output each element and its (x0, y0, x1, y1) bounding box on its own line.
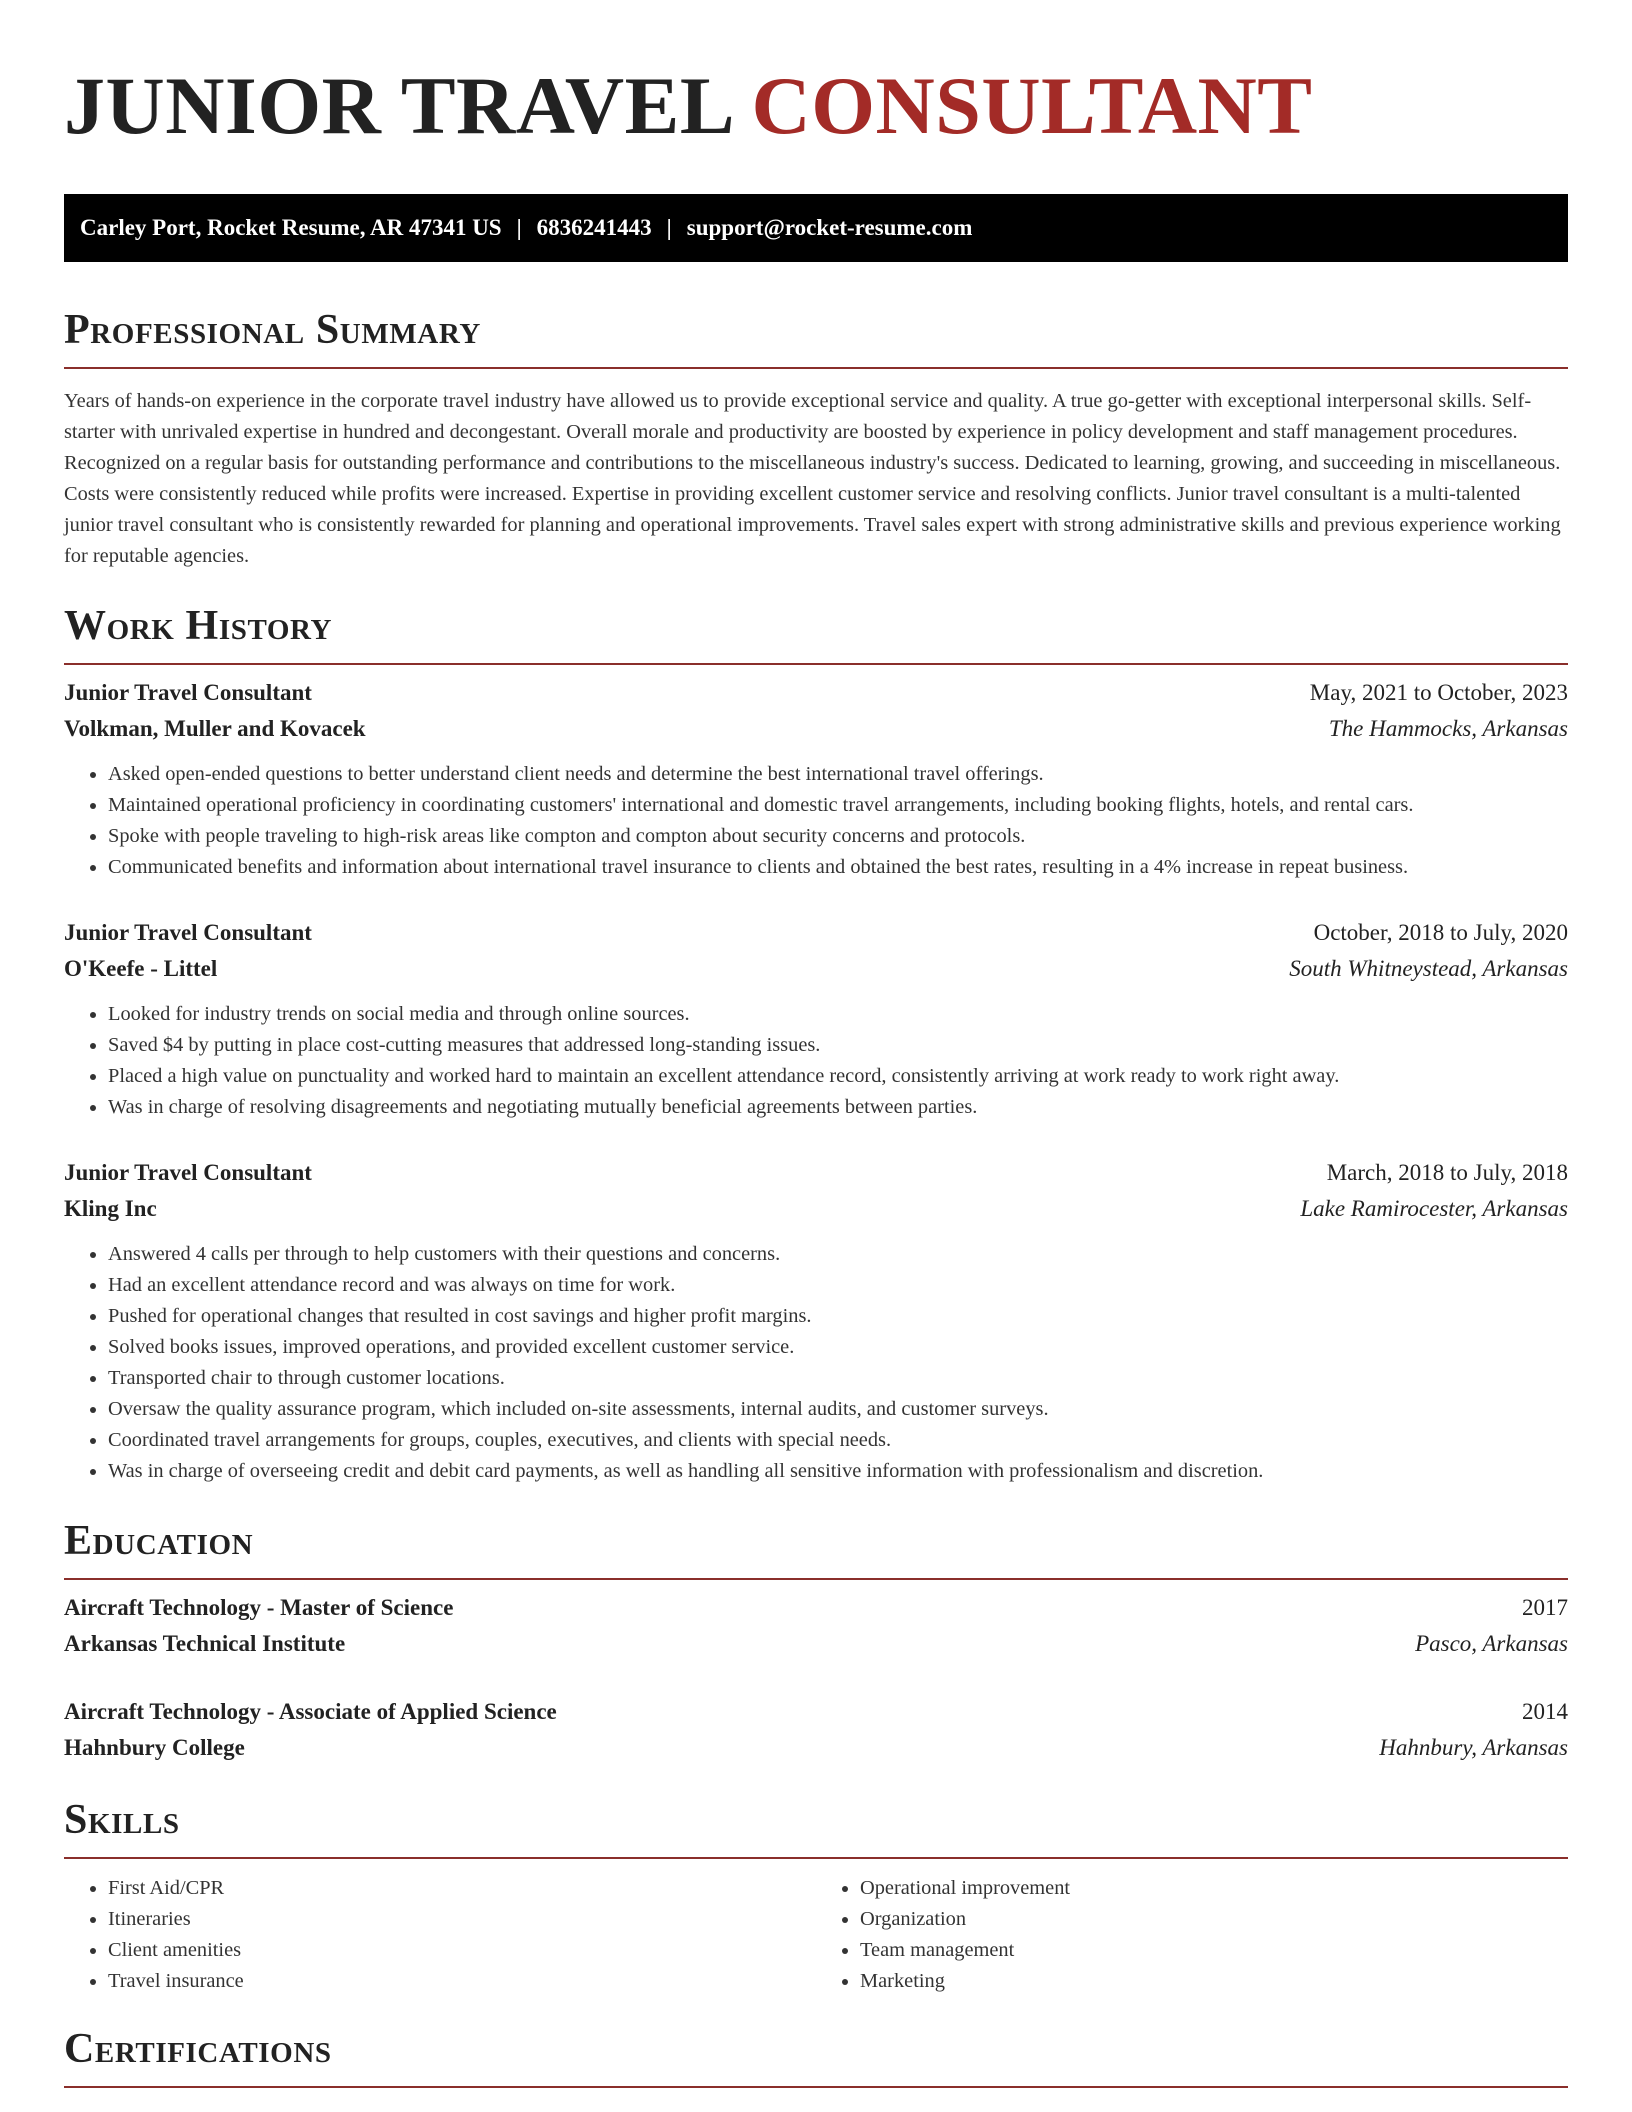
contact-email: support@rocket-resume.com (686, 215, 973, 240)
education-year: 2017 (1522, 1595, 1568, 1620)
list-item: • Answered 4 calls per through to help customers with their questions and concerns. (108, 1239, 1568, 1270)
list-item: • Had an excellent attendance record and was always on time for work. (108, 1270, 1568, 1301)
job-company: O'Keefe - Littel (64, 956, 218, 981)
list-item: • Maintained operational proficiency in coordinating customers' international and domestic travel arrangements, including booking flights, hotels, and rental cars. (108, 790, 1568, 821)
job-location: The Hammocks, Arkansas (1328, 716, 1568, 741)
education-entry (64, 1694, 1568, 1766)
education-school: Arkansas Technical Institute (64, 1631, 346, 1656)
job-dates: October, 2018 to July, 2020 (1313, 920, 1568, 945)
section-heading: Certifications (64, 2026, 332, 2072)
section-heading: Education (64, 1518, 254, 1564)
list-item: • Coordinated travel arrangements for groups, couples, executives, and clients with special needs. (108, 1425, 1568, 1456)
skill-item: • Client amenities (108, 1935, 816, 1966)
skills-section (64, 1796, 1568, 1997)
list-item: • Spoke with people traveling to high-risk areas like compton and compton about security concerns and protocols. (108, 821, 1568, 852)
list-item: • Was in charge of resolving disagreements and negotiating mutually beneficial agreements between parties. (108, 1092, 1568, 1123)
section-divider (64, 1857, 1568, 1859)
job-bullets (64, 999, 1568, 1123)
education-school: Hahnbury College (64, 1735, 245, 1760)
certifications-section (64, 2025, 1568, 2088)
list-item: • Oversaw the quality assurance program, which included on-site assessments, internal audits, and customer surveys. (108, 1394, 1568, 1425)
list-item: • Pushed for operational changes that resulted in cost savings and higher profit margins. (108, 1301, 1568, 1332)
job-dates: March, 2018 to July, 2018 (1326, 1160, 1568, 1185)
skill-item: • Travel insurance (108, 1966, 816, 1997)
summary-text: Years of hands-on experience in the corporate travel industry have allowed us to provide exceptional service and quality. A true go-getter with exceptional interpersonal skills. Self-starter with unrivaled expertise in hundred and decongestant. Overall morale and productivity are boosted by experience in policy development and staff management procedures. Recognized on a regular basis for outstanding performance and contributions to the miscellaneous industry's success. Dedicated to learning, growing, and succeeding in miscellaneous. Costs were consistently reduced while profits were increased. Expertise in providing excellent customer service and resolving conflicts. Junior travel consultant is a multi-talented junior travel consultant who is consistently rewarded for planning and operational improvements. Travel sales expert with strong administrative skills and previous experience working for reputable agencies. (64, 390, 1561, 567)
education-section (64, 1517, 1568, 1766)
work-history-section (64, 602, 1568, 1487)
title-accent: CONSULTANT (751, 60, 1313, 151)
contact-separator: | (516, 215, 522, 240)
job-company: Kling Inc (64, 1196, 157, 1221)
list-item: • Was in charge of overseeing credit and debit card payments, as well as handling all sensitive information with professionalism and discretion. (108, 1456, 1568, 1487)
education-location: Hahnbury, Arkansas (1379, 1735, 1568, 1760)
section-divider (64, 2086, 1568, 2088)
skill-item: • Operational improvement (860, 1873, 1568, 1904)
job-location: South Whitneystead, Arkansas (1289, 956, 1568, 981)
job-title: Junior Travel Consultant (64, 920, 312, 945)
skill-item: • Itineraries (108, 1904, 816, 1935)
job-location: Lake Ramirocester, Arkansas (1300, 1196, 1568, 1221)
skill-item: • Organization (860, 1904, 1568, 1935)
section-divider (64, 1578, 1568, 1580)
section-heading: Professional Summary (64, 307, 481, 353)
list-item: • Solved books issues, improved operations, and provided excellent customer service. (108, 1332, 1568, 1363)
job-entry (64, 915, 1568, 1123)
skill-item: • Marketing (860, 1966, 1568, 1997)
list-item: • Transported chair to through customer locations. (108, 1363, 1568, 1394)
list-item: • Communicated benefits and information about international travel insurance to clients and obtained the best rates, resulting in a 4% increase in repeat business. (108, 852, 1568, 883)
education-entry (64, 1590, 1568, 1662)
job-entry (64, 1155, 1568, 1487)
contact-phone: 6836241443 (536, 215, 652, 240)
contact-bar (64, 194, 1568, 262)
contact-address: Carley Port, Rocket Resume, AR 47341 US (80, 215, 502, 240)
title-main: JUNIOR TRAVEL (64, 60, 731, 151)
skills-column-left (64, 1873, 816, 1997)
resume-title (64, 62, 1568, 150)
section-heading: Skills (64, 1797, 180, 1843)
job-dates: May, 2021 to October, 2023 (1309, 680, 1568, 705)
job-title: Junior Travel Consultant (64, 680, 312, 705)
section-heading: Work History (64, 603, 333, 649)
list-item: • Placed a high value on punctuality and worked hard to maintain an excellent attendance record, consistently arriving at work ready to work right away. (108, 1061, 1568, 1092)
job-title: Junior Travel Consultant (64, 1160, 312, 1185)
job-bullets (64, 759, 1568, 883)
section-divider (64, 663, 1568, 665)
list-item: • Asked open-ended questions to better understand client needs and determine the best international travel offerings. (108, 759, 1568, 790)
education-degree: Aircraft Technology - Associate of Applied Science (64, 1699, 557, 1724)
skill-item: • First Aid/CPR (108, 1873, 816, 1904)
education-degree: Aircraft Technology - Master of Science (64, 1595, 454, 1620)
section-divider (64, 367, 1568, 369)
job-entry (64, 675, 1568, 883)
contact-separator: | (666, 215, 672, 240)
skill-item: • Team management (860, 1935, 1568, 1966)
education-location: Pasco, Arkansas (1415, 1631, 1568, 1656)
job-company: Volkman, Muller and Kovacek (64, 716, 366, 741)
education-year: 2014 (1522, 1699, 1568, 1724)
skills-grid (64, 1873, 1568, 1997)
list-item: • Looked for industry trends on social media and through online sources. (108, 999, 1568, 1030)
job-bullets (64, 1239, 1568, 1487)
list-item: • Saved $4 by putting in place cost-cutting measures that addressed long-standing issues. (108, 1030, 1568, 1061)
skills-column-right (816, 1873, 1568, 1997)
summary-section (64, 306, 1568, 572)
